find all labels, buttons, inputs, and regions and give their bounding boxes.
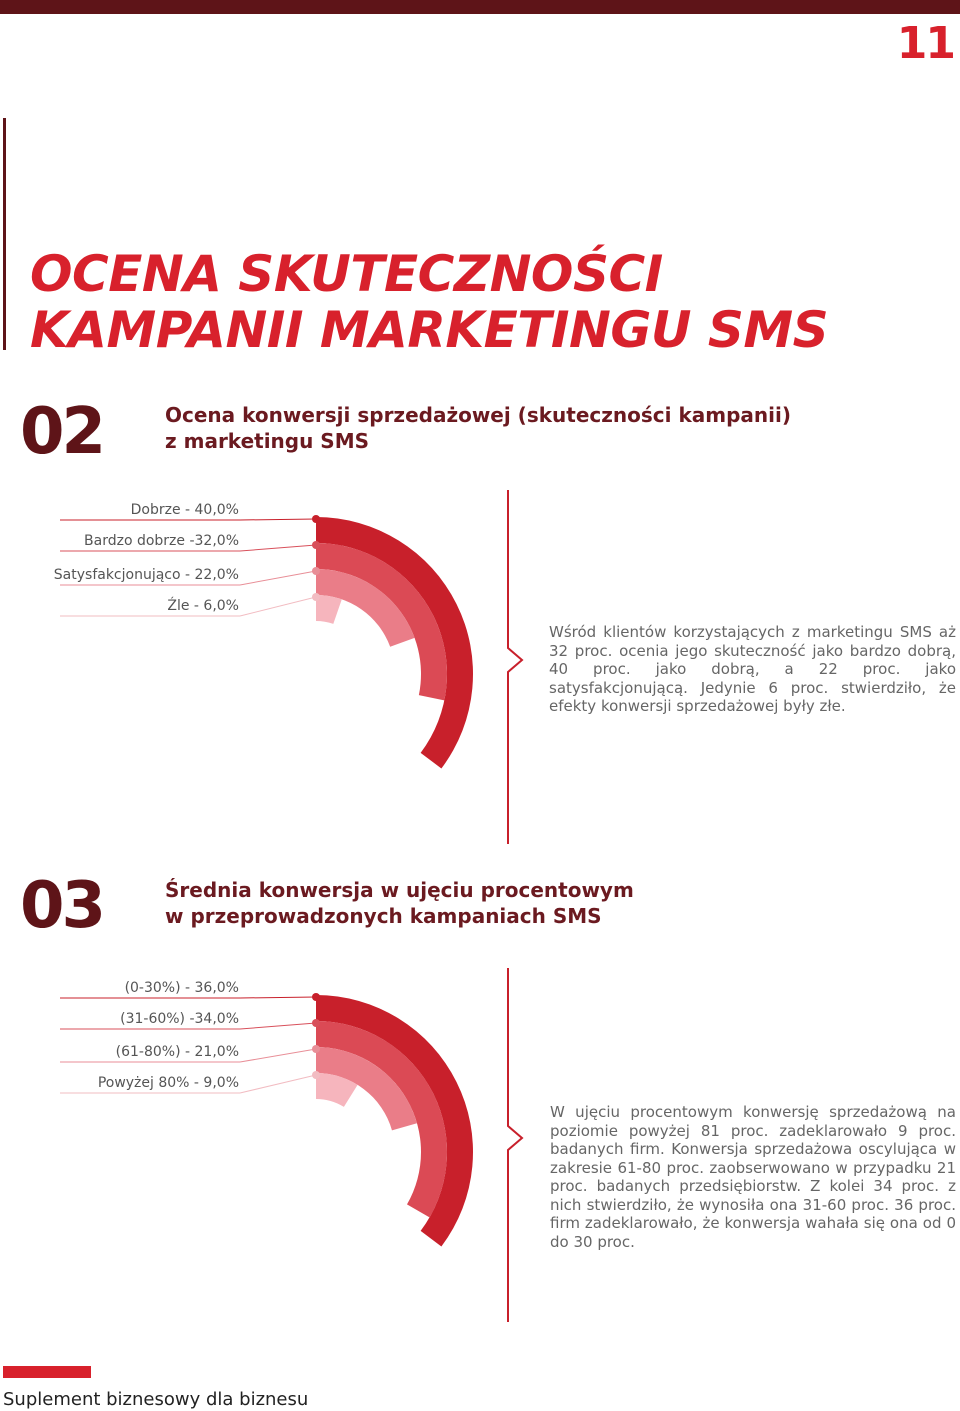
chart-label-2: (31-60%) -34,0% xyxy=(120,1011,239,1027)
leader-dot xyxy=(312,593,320,601)
section-number-02: 02 xyxy=(20,395,104,469)
radial-chart-conversion-rating xyxy=(0,480,560,860)
page-number: 11 xyxy=(896,18,954,69)
chart-label-4: Źle - 6,0% xyxy=(167,598,239,614)
footer-accent-bar xyxy=(3,1366,91,1378)
section-title-02 xyxy=(165,402,791,454)
leader-dot xyxy=(312,567,320,575)
leader-line xyxy=(240,1023,316,1029)
page-title xyxy=(30,246,828,358)
page-title-line-2: KAMPANII MARKETINGU SMS xyxy=(30,301,829,359)
leader-dot xyxy=(312,515,320,523)
section-02-description xyxy=(549,623,956,716)
chart-label-4: Powyżej 80% - 9,0% xyxy=(97,1075,239,1091)
section-03-description xyxy=(550,1103,956,1251)
radial-bar-4 xyxy=(316,595,342,624)
radial-chart-average-conversion xyxy=(0,958,560,1338)
leader-line xyxy=(240,597,316,616)
leader-dot xyxy=(312,993,320,1001)
section-03-description-text: W ujęciu procentowym konwersję sprzedażową na poziomie powyżej 81 proc. zadeklarowało 9 proc. badanych firm. Konwersja sprzedażowa oscylująca w zakresie 61-80 proc. zaobserwowano w przypadku 21 proc. badanych przedsiębiorstw. Z kolei 34 proc. z nich stwierdziło, że wynosiła ona 31-60 proc. 36 proc. firm zadeklarowało, że konwersja wahała się ona od 0 do 30 proc. xyxy=(550,1103,956,1251)
section-title-03 xyxy=(165,877,634,929)
section-title-03-line-1: Średnia konwersja w ujęciu procentowym xyxy=(165,878,634,902)
page-title-line-1: OCENA SKUTECZNOŚCI xyxy=(30,245,663,303)
leader-line xyxy=(240,1049,316,1062)
chart-label-3: (61-80%) - 21,0% xyxy=(115,1044,239,1060)
chart-label-1: Dobrze - 40,0% xyxy=(130,502,239,518)
leader-line xyxy=(240,545,316,551)
divider-line xyxy=(508,968,522,1322)
leader-dot xyxy=(312,1045,320,1053)
leader-line xyxy=(240,997,316,998)
leader-line xyxy=(240,1075,316,1093)
footer-text: Suplement biznesowy dla biznesu xyxy=(3,1389,309,1410)
leader-line xyxy=(240,571,316,585)
chart-label-1: (0-30%) - 36,0% xyxy=(124,980,239,996)
section-02-description-text: Wśród klientów korzystających z marketingu SMS aż 32 proc. ocenia jego skuteczność jako bardzo dobrą, 40 proc. jako dobrą, a 22 proc. jako satysfakcjonującą. Jedynie 6 proc. stwierdziło, że efekty konwersji sprzedażowej były złe. xyxy=(549,623,956,715)
section-title-03-line-2: w przeprowadzonych kampaniach SMS xyxy=(165,904,602,928)
section-number-03: 03 xyxy=(20,869,104,943)
section-title-02-line-2: z marketingu SMS xyxy=(165,429,370,453)
chart-label-3: Satysfakcjonująco - 22,0% xyxy=(53,567,239,583)
leader-dot xyxy=(312,1071,320,1079)
section-title-02-line-1: Ocena konwersji sprzedażowej (skuteczności kampanii) xyxy=(165,403,791,427)
divider-line xyxy=(508,490,522,844)
leader-line xyxy=(240,519,316,520)
leader-dot xyxy=(312,541,320,549)
leader-dot xyxy=(312,1019,320,1027)
left-accent-rule xyxy=(3,118,6,350)
chart-label-2: Bardzo dobrze -32,0% xyxy=(84,533,239,549)
top-bar xyxy=(0,0,960,14)
